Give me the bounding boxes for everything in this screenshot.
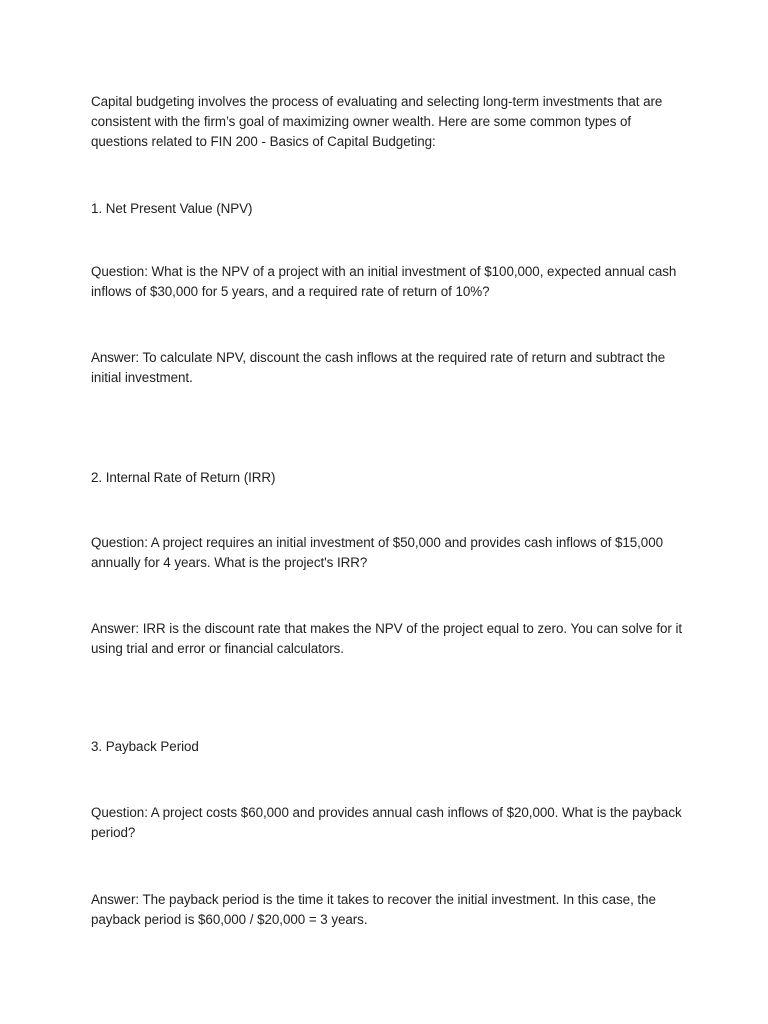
- section-heading-payback: 3. Payback Period: [91, 739, 199, 754]
- answer-npv: Answer: To calculate NPV, discount the cash inflows at the required rate of return and subtract the initial investment.: [91, 350, 666, 385]
- intro-paragraph: Capital budgeting involves the process of evaluating and selecting long-term investments that are consistent with the firm’s goal of maximizing owner wealth. Here are some common types of questions related to FIN 200 - Basics of Capital Budgeting:: [91, 94, 663, 149]
- answer-irr: Answer: IRR is the discount rate that makes the NPV of the project equal to zero. You can solve for it using trial and error or financial calculators.: [91, 621, 683, 656]
- section-heading-irr: 2. Internal Rate of Return (IRR): [91, 470, 276, 485]
- question-npv: Question: What is the NPV of a project with an initial investment of $100,000, expected annual cash inflows of $30,000 for 5 years, and a required rate of return of 10%?: [91, 264, 677, 299]
- question-payback: Question: A project costs $60,000 and provides annual cash inflows of $20,000. What is the payback period?: [91, 805, 682, 840]
- question-irr: Question: A project requires an initial investment of $50,000 and provides cash inflows of $15,000 annually for 4 years. What is the project's IRR?: [91, 535, 663, 570]
- answer-payback: Answer: The payback period is the time it takes to recover the initial investment. In this case, the payback period is $60,000 / $20,000 = 3 years.: [91, 892, 656, 927]
- section-heading-npv: 1. Net Present Value (NPV): [91, 201, 253, 216]
